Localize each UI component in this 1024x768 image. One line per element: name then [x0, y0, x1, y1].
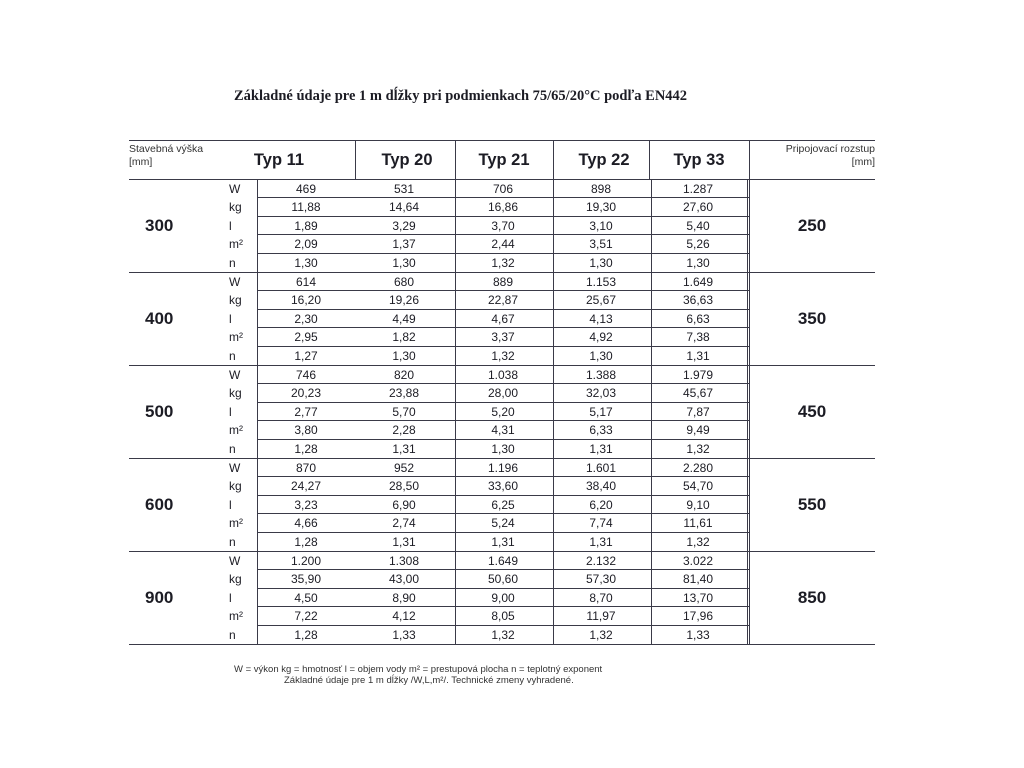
column-divider — [455, 141, 456, 179]
table-cell: 13,70 — [682, 590, 714, 605]
table-cell: 2,74 — [392, 516, 416, 531]
radiator-data-table — [129, 140, 875, 645]
table-cell: 1,37 — [392, 237, 416, 252]
table-cell: 2,28 — [392, 423, 416, 438]
table-cell: 3,51 — [589, 237, 613, 252]
table-row — [227, 496, 749, 514]
table-cell: 8,90 — [392, 590, 416, 605]
table-cell: 1.153 — [585, 275, 617, 289]
table-cell: 1.388 — [585, 368, 617, 382]
table-row — [227, 384, 749, 402]
table-cell: 1,32 — [491, 255, 515, 270]
unit-label: n — [229, 255, 236, 270]
table-row — [227, 254, 749, 272]
table-cell: 16,20 — [290, 293, 322, 308]
table-row — [227, 273, 749, 291]
unit-label: W — [229, 182, 241, 196]
table-body — [129, 180, 875, 645]
table-cell: 8,05 — [491, 609, 515, 624]
table-cell: 5,70 — [392, 404, 416, 419]
unit-label: n — [229, 441, 236, 456]
table-cell: 11,88 — [291, 200, 321, 215]
table-cell: 32,03 — [585, 386, 617, 401]
table-cell: 1,32 — [491, 627, 515, 642]
table-cell: 27,60 — [682, 200, 714, 215]
height-unit-label: [mm] — [129, 156, 153, 168]
table-cell: 25,67 — [585, 293, 617, 308]
table-cell: 19,26 — [388, 293, 420, 308]
table-cell: 1,32 — [686, 441, 710, 456]
table-row — [227, 180, 749, 198]
table-cell: 6,20 — [589, 497, 613, 512]
table-cell: 1.979 — [682, 368, 714, 382]
table-row — [227, 421, 749, 439]
table-row — [227, 514, 749, 532]
table-row — [227, 291, 749, 309]
table-cell: 1,31 — [392, 441, 416, 456]
table-cell: 1.649 — [682, 275, 714, 289]
table-cell: 5,20 — [491, 404, 515, 419]
table-cell: 820 — [393, 368, 415, 382]
table-row — [227, 310, 749, 328]
table-cell: 2,09 — [294, 237, 318, 252]
table-cell: 1,30 — [294, 255, 318, 270]
table-cell: 35,90 — [290, 572, 322, 587]
unit-label: W — [229, 461, 241, 475]
table-cell: 3,80 — [294, 423, 318, 438]
table-cell: 1,30 — [686, 255, 710, 270]
table-cell: 1,31 — [686, 348, 710, 363]
height-group-300 — [129, 180, 875, 273]
table-cell: 889 — [492, 275, 514, 289]
table-cell: 469 — [295, 182, 317, 196]
unit-label: kg — [229, 572, 242, 587]
unit-label: W — [229, 554, 241, 568]
unit-label: l — [229, 497, 232, 512]
table-cell: 3,23 — [294, 497, 318, 512]
table-cell: 20,23 — [290, 386, 322, 401]
table-cell: 1,27 — [294, 348, 318, 363]
table-cell: 17,96 — [682, 609, 714, 624]
table-cell: 1,32 — [491, 348, 515, 363]
table-row — [227, 198, 749, 216]
unit-label: kg — [229, 479, 242, 494]
table-cell: 1.196 — [487, 461, 519, 475]
table-row — [227, 217, 749, 235]
table-cell: 1,30 — [392, 255, 416, 270]
table-cell: 2,95 — [294, 330, 318, 345]
unit-label: n — [229, 534, 236, 549]
table-row — [227, 328, 749, 346]
table-cell: 6,33 — [589, 423, 613, 438]
table-cell: 1,30 — [589, 348, 613, 363]
unit-label: W — [229, 368, 241, 382]
column-divider — [749, 552, 750, 644]
table-cell: 8,70 — [589, 590, 613, 605]
table-row — [227, 607, 749, 625]
type-header-33: Typ 33 — [673, 151, 725, 169]
type-header-21: Typ 21 — [478, 151, 530, 169]
table-cell: 9,10 — [686, 497, 710, 512]
spacing-value: 450 — [797, 402, 827, 421]
footnote-line: Základné údaje pre 1 m dĺžky /W,L,m²/. Technické zmeny vyhradené. — [284, 675, 574, 686]
table-cell: 81,40 — [682, 572, 714, 587]
spacing-value: 550 — [797, 495, 827, 514]
spacing-unit-label: [mm] — [851, 156, 875, 168]
unit-label: W — [229, 275, 241, 289]
table-cell: 1,32 — [589, 627, 613, 642]
table-row — [227, 366, 749, 384]
table-cell: 2,30 — [294, 311, 318, 326]
unit-label: l — [229, 311, 232, 326]
column-divider — [355, 141, 356, 179]
table-cell: 1,31 — [491, 534, 515, 549]
table-cell: 1.200 — [290, 554, 322, 568]
page-title: Základné údaje pre 1 m dĺžky pri podmienkach 75/65/20°C podľa EN442 — [234, 88, 688, 104]
table-cell: 4,49 — [392, 311, 416, 326]
table-cell: 1.287 — [682, 182, 714, 196]
type-header-11: Typ 11 — [253, 151, 305, 169]
table-cell: 5,40 — [686, 218, 710, 233]
table-cell: 1,30 — [589, 255, 613, 270]
table-cell: 6,63 — [686, 311, 710, 326]
column-divider — [749, 366, 750, 458]
table-cell: 1,28 — [294, 627, 318, 642]
table-cell: 1,28 — [294, 441, 318, 456]
table-row — [227, 589, 749, 607]
table-cell: 1.308 — [388, 554, 420, 568]
table-cell: 2.132 — [585, 554, 617, 568]
height-value: 600 — [145, 495, 174, 514]
table-cell: 4,67 — [491, 311, 515, 326]
table-cell: 3,37 — [491, 330, 515, 345]
spacing-value: 850 — [797, 588, 827, 607]
table-cell: 4,12 — [392, 609, 416, 624]
table-cell: 2.280 — [682, 461, 714, 475]
table-cell: 1,30 — [392, 348, 416, 363]
table-cell: 1,32 — [686, 534, 710, 549]
table-cell: 4,66 — [294, 516, 318, 531]
table-cell: 33,60 — [487, 479, 519, 494]
table-cell: 4,92 — [589, 330, 613, 345]
table-cell: 43,00 — [388, 572, 420, 587]
table-row — [227, 626, 749, 644]
unit-label: m² — [229, 330, 243, 345]
unit-label: kg — [229, 386, 242, 401]
table-cell: 14,64 — [388, 200, 420, 215]
unit-label: m² — [229, 609, 243, 624]
table-cell: 531 — [393, 182, 415, 196]
column-divider — [553, 141, 554, 179]
table-row — [227, 477, 749, 495]
spacing-column-header — [749, 141, 875, 181]
table-cell: 19,30 — [585, 200, 617, 215]
height-column-header — [129, 141, 229, 181]
height-group-500 — [129, 366, 875, 459]
table-cell: 11,97 — [586, 609, 616, 624]
height-group-400 — [129, 273, 875, 366]
height-value: 300 — [145, 216, 174, 235]
height-value: 400 — [145, 309, 174, 328]
table-cell: 6,25 — [491, 497, 515, 512]
table-cell: 2,44 — [491, 237, 515, 252]
table-cell: 7,22 — [294, 609, 318, 624]
height-group-900 — [129, 552, 875, 645]
table-cell: 1,31 — [589, 441, 613, 456]
table-cell: 7,87 — [686, 404, 710, 419]
unit-label: m² — [229, 423, 243, 438]
table-cell: 11,61 — [683, 516, 713, 531]
table-cell: 5,17 — [589, 404, 613, 419]
table-cell: 1,31 — [589, 534, 613, 549]
table-cell: 5,24 — [491, 516, 515, 531]
unit-label: m² — [229, 516, 243, 531]
table-cell: 9,00 — [491, 590, 515, 605]
table-cell: 2,77 — [294, 404, 318, 419]
table-cell: 1,82 — [392, 330, 416, 345]
table-cell: 4,31 — [491, 423, 515, 438]
table-cell: 28,00 — [487, 386, 519, 401]
table-cell: 9,49 — [686, 423, 710, 438]
table-cell: 28,50 — [388, 479, 420, 494]
table-cell: 680 — [393, 275, 415, 289]
table-row — [227, 459, 749, 477]
table-cell: 3.022 — [682, 554, 714, 568]
table-cell: 5,26 — [686, 237, 710, 252]
table-cell: 54,70 — [682, 479, 714, 494]
table-cell: 45,67 — [682, 386, 714, 401]
table-cell: 3,10 — [589, 218, 613, 233]
table-row — [227, 235, 749, 253]
table-cell: 24,27 — [290, 479, 322, 494]
table-cell: 706 — [492, 182, 514, 196]
unit-label: l — [229, 590, 232, 605]
table-row — [227, 552, 749, 570]
table-cell: 1,33 — [392, 627, 416, 642]
table-cell: 1,28 — [294, 534, 318, 549]
table-cell: 1,31 — [392, 534, 416, 549]
table-cell: 614 — [295, 275, 317, 289]
table-row — [227, 533, 749, 551]
table-cell: 4,13 — [589, 311, 613, 326]
table-cell: 898 — [590, 182, 612, 196]
table-cell: 1.649 — [487, 554, 519, 568]
table-cell: 16,86 — [487, 200, 519, 215]
spacing-value: 350 — [797, 309, 827, 328]
table-cell: 1.601 — [585, 461, 617, 475]
legend-line: W = výkon kg = hmotnosť l = objem vody m² = prestupová plocha n = teplotný exponent — [234, 664, 603, 675]
table-cell: 3,29 — [392, 218, 416, 233]
table-cell: 3,70 — [491, 218, 515, 233]
table-cell: 1,89 — [294, 218, 318, 233]
spacing-value: 250 — [797, 216, 827, 235]
height-value: 500 — [145, 402, 174, 421]
column-divider — [749, 141, 750, 179]
table-cell: 23,88 — [388, 386, 420, 401]
spacing-label: Pripojovací rozstup — [785, 143, 875, 155]
table-cell: 870 — [295, 461, 317, 475]
footnote — [234, 664, 602, 686]
table-row — [227, 347, 749, 365]
type-header-20: Typ 20 — [381, 151, 433, 169]
table-cell: 50,60 — [487, 572, 519, 587]
table-cell: 1.038 — [487, 368, 519, 382]
table-cell: 746 — [295, 368, 317, 382]
column-divider — [749, 459, 750, 551]
table-row — [227, 570, 749, 588]
table-cell: 57,30 — [585, 572, 617, 587]
unit-label: l — [229, 218, 232, 233]
column-divider — [749, 273, 750, 365]
table-cell: 1,30 — [491, 441, 515, 456]
table-cell: 4,50 — [294, 590, 318, 605]
unit-label: n — [229, 348, 236, 363]
table-row — [227, 440, 749, 458]
table-cell: 22,87 — [487, 293, 519, 308]
table-header — [129, 140, 875, 180]
table-cell: 7,38 — [686, 330, 710, 345]
unit-label: n — [229, 627, 236, 642]
table-cell: 36,63 — [682, 293, 714, 308]
height-value: 900 — [145, 588, 174, 607]
unit-label: m² — [229, 237, 243, 252]
type-header-22: Typ 22 — [578, 151, 630, 169]
table-cell: 7,74 — [589, 516, 613, 531]
unit-label: l — [229, 404, 232, 419]
height-group-600 — [129, 459, 875, 552]
table-cell: 1,33 — [686, 627, 710, 642]
unit-label: kg — [229, 200, 242, 215]
column-divider — [749, 180, 750, 272]
table-cell: 38,40 — [585, 479, 617, 494]
height-label: Stavebná výška — [129, 143, 204, 155]
unit-label: kg — [229, 293, 242, 308]
table-cell: 952 — [393, 461, 415, 475]
table-row — [227, 403, 749, 421]
table-cell: 6,90 — [392, 497, 416, 512]
column-divider — [649, 141, 650, 179]
